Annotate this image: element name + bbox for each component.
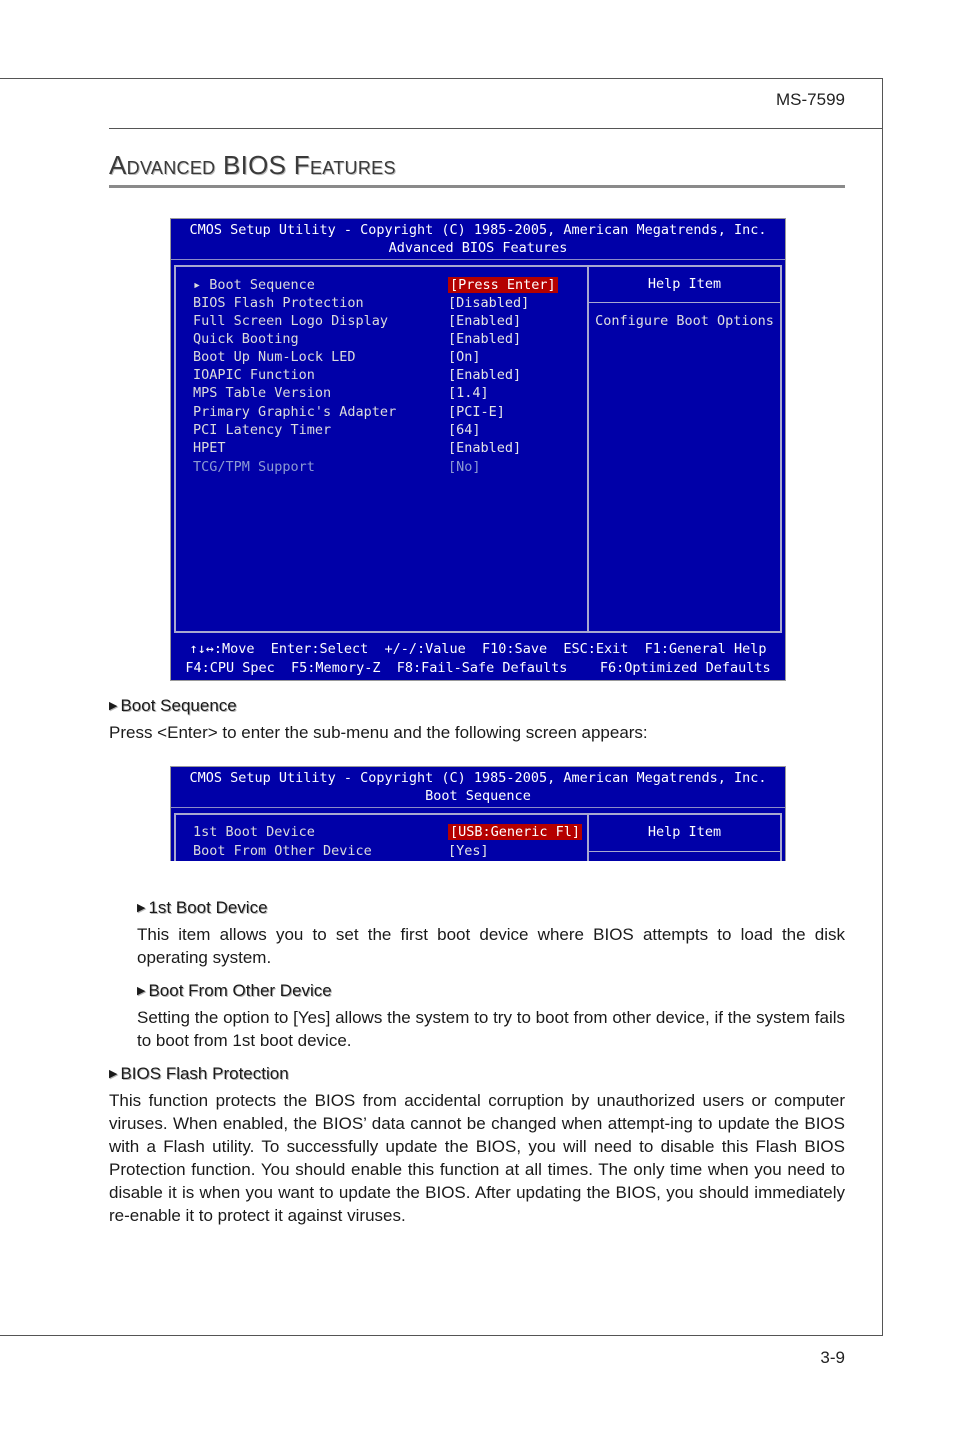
first-boot-device-text: This item allows you to set the first boot device where BIOS attempts to load the disk operating system. xyxy=(137,925,845,967)
triangle-bullet-icon: ▶ xyxy=(137,902,146,914)
bios-header-title: Boot Sequence xyxy=(425,788,531,804)
bios-value-quick-booting[interactable]: [Enabled] xyxy=(448,331,522,347)
triangle-bullet-icon: ▶ xyxy=(109,1068,118,1080)
heading-text: Boot From Other Device xyxy=(148,981,332,1000)
bios-flash-protection-heading xyxy=(109,1064,289,1084)
triangle-bullet-icon: ▶ xyxy=(137,985,146,997)
bios-header-copyright: CMOS Setup Utility - Copyright (C) 1985-2005, American Megatrends, Inc. xyxy=(189,770,767,786)
bios-header-copyright: CMOS Setup Utility - Copyright (C) 1985-2005, American Megatrends, Inc. xyxy=(189,222,767,238)
bios-item-numlock-led[interactable]: Boot Up Num-Lock LED xyxy=(193,349,356,365)
bios-item-boot-other-device[interactable]: Boot From Other Device xyxy=(193,843,372,859)
bios-value-tpm-support: [No] xyxy=(448,459,481,475)
top-rule xyxy=(0,78,883,79)
bios-item-flash-protection[interactable]: BIOS Flash Protection xyxy=(193,295,364,311)
title-underline xyxy=(109,185,845,188)
bios-item-logo-display[interactable]: Full Screen Logo Display xyxy=(193,313,389,329)
bios-item-1st-boot-device[interactable]: 1st Boot Device xyxy=(193,824,315,840)
boot-other-device-heading xyxy=(137,981,332,1001)
heading-text: 1st Boot Device xyxy=(148,898,268,917)
bios-item-quick-booting[interactable]: Quick Booting xyxy=(193,331,299,347)
boot-sequence-heading xyxy=(109,696,237,716)
header-rule xyxy=(109,128,883,129)
heading-text: Boot Sequence xyxy=(120,696,237,715)
bios-footer-keys-1: ↑↓↔:Move Enter:Select +/-/:Value F10:Save ESC:Exit F1:General Help xyxy=(189,641,767,657)
bios-value-hpet[interactable]: [Enabled] xyxy=(448,440,522,456)
bios-value-boot-sequence[interactable] xyxy=(448,277,558,295)
right-margin-rule xyxy=(882,78,883,1336)
selected-value[interactable]: [USB:Generic Fl] xyxy=(450,824,581,840)
bios-item-mps-table[interactable]: MPS Table Version xyxy=(193,385,332,401)
bios-value-mps-table[interactable]: [1.4] xyxy=(448,385,489,401)
bios-value-boot-other-device[interactable]: [Yes] xyxy=(448,843,489,859)
bios-screen-boot-sequence xyxy=(170,766,786,861)
bios-item-graphics-adapter[interactable]: Primary Graphic's Adapter xyxy=(193,404,397,420)
bios-help-separator xyxy=(589,851,780,852)
bios-footer-keys-2: F4:CPU Spec F5:Memory-Z F8:Fail-Safe Defaults F6:Optimized Defaults xyxy=(185,660,771,676)
selected-value[interactable]: [Press Enter] xyxy=(450,277,556,293)
bios-flash-protection-text: This function protects the BIOS from accidental corruption by unauthorized users or computer viruses. When enabled, the BIOS’ data cannot be changed when attempt-ing to update the BIOS with a Flash utility. To successfully update the BIOS, you will need to disable this Flash BIOS Protection function. You should enable this function at all times. The only time when you need to disable it is when you want to update the BIOS. After updating the BIOS, you should immediately re-enable it to protect it against viruses. xyxy=(109,1091,845,1225)
bios-help-text: Configure Boot Options xyxy=(595,313,774,329)
first-boot-device-heading xyxy=(137,898,268,918)
page-title: Advanced BIOS Features xyxy=(109,150,396,180)
bios-item-boot-sequence[interactable]: ▸ Boot Sequence xyxy=(193,277,315,293)
bios-help-title: Help Item xyxy=(647,824,722,840)
triangle-bullet-icon: ▶ xyxy=(109,700,118,712)
bios-help-separator xyxy=(589,302,780,303)
bios-item-pci-latency[interactable]: PCI Latency Timer xyxy=(193,422,332,438)
bios-item-ioapic[interactable]: IOAPIC Function xyxy=(193,367,315,383)
bios-value-1st-boot-device[interactable] xyxy=(448,824,582,842)
bios-item-tpm-support: TCG/TPM Support xyxy=(193,459,315,475)
boot-sequence-text: Press <Enter> to enter the sub-menu and the following screen appears: xyxy=(109,723,648,742)
bios-header-title: Advanced BIOS Features xyxy=(388,240,568,256)
bios-value-logo-display[interactable]: [Enabled] xyxy=(448,313,522,329)
model-number: MS-7599 xyxy=(776,90,845,109)
heading-text: BIOS Flash Protection xyxy=(120,1064,289,1083)
bios-help-title: Help Item xyxy=(647,276,722,292)
bottom-rule xyxy=(0,1335,883,1336)
bios-header-separator xyxy=(171,807,785,808)
bios-item-hpet[interactable]: HPET xyxy=(193,440,226,456)
page-number: 3-9 xyxy=(820,1348,845,1367)
bios-screen-advanced xyxy=(170,218,786,681)
bios-value-numlock-led[interactable]: [On] xyxy=(448,349,481,365)
bios-header-separator xyxy=(171,259,785,260)
bios-value-graphics-adapter[interactable]: [PCI-E] xyxy=(448,404,505,420)
bios-value-flash-protection[interactable]: [Disabled] xyxy=(448,295,530,311)
bios-value-pci-latency[interactable]: [64] xyxy=(448,422,481,438)
boot-other-device-text: Setting the option to [Yes] allows the system to try to boot from other device, if the system fails to boot from 1st boot device. xyxy=(137,1008,845,1050)
bios-value-ioapic[interactable]: [Enabled] xyxy=(448,367,522,383)
